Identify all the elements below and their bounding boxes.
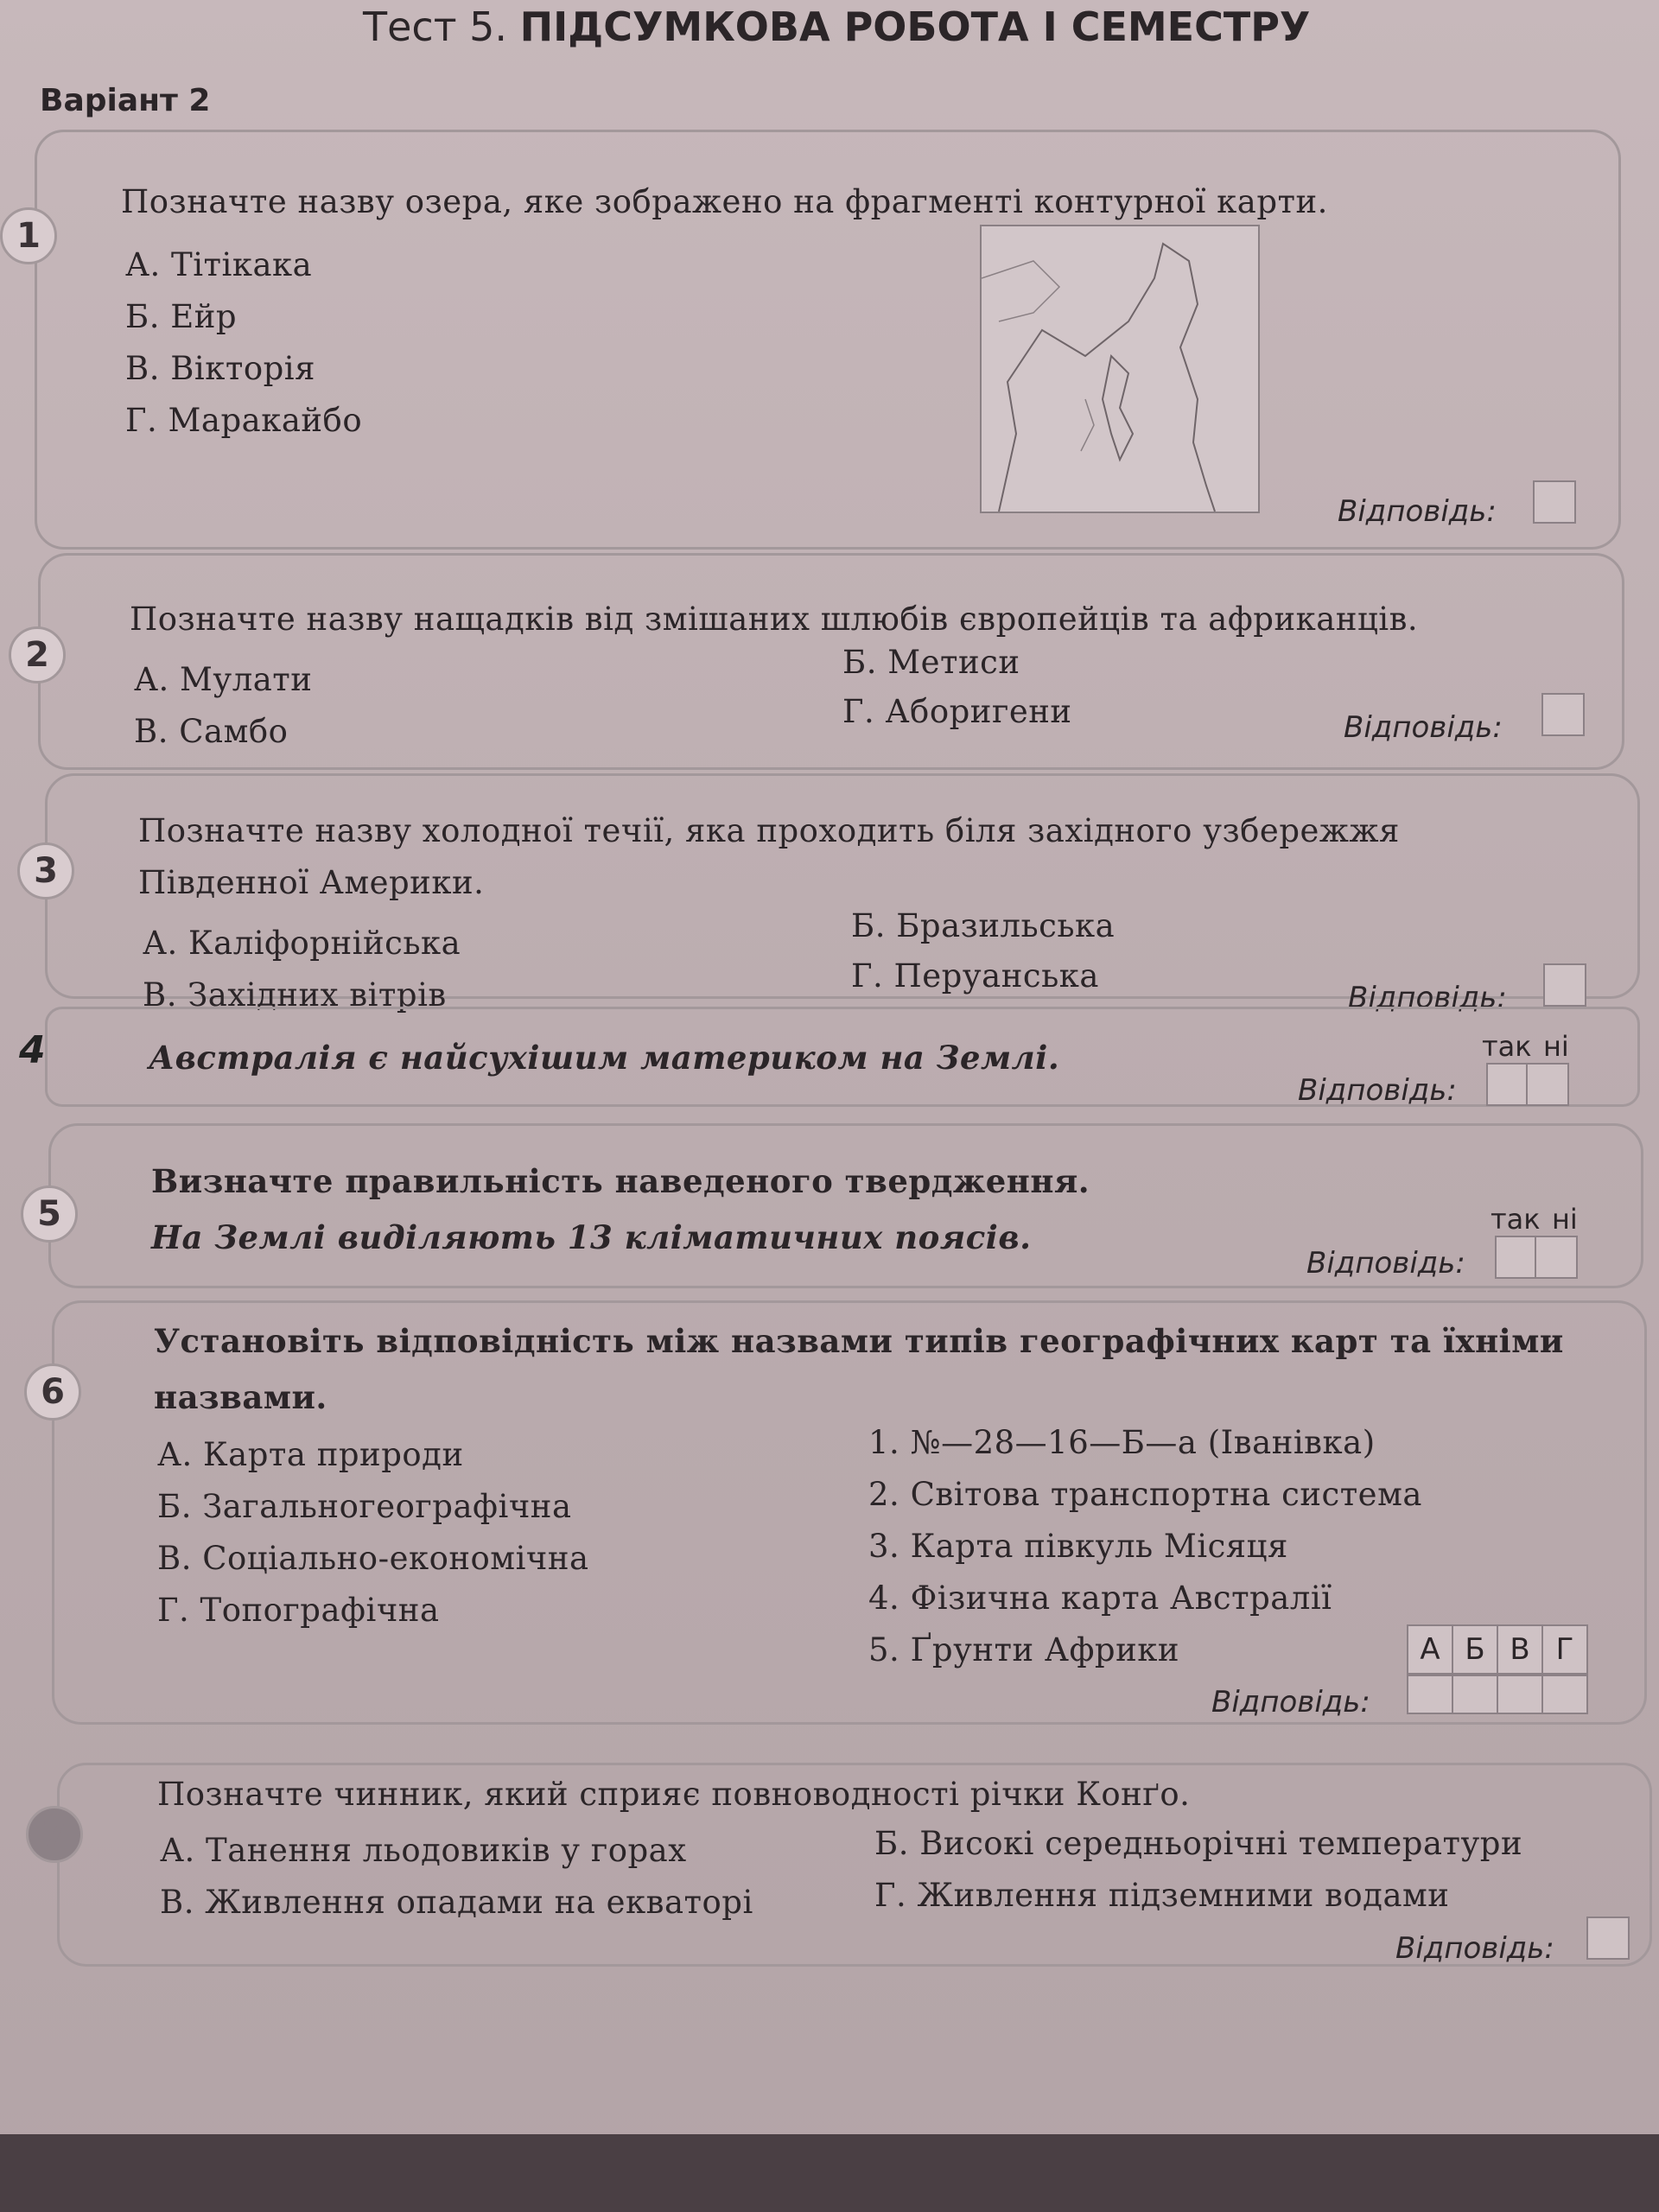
contour-map-fragment [980,225,1260,513]
q6-grid-letter-a: А [1407,1624,1453,1675]
q2-option-b[interactable]: Б. Метиси [842,644,1020,681]
q5-yes-box[interactable] [1495,1236,1538,1279]
q7-option-d[interactable]: Г. Живлення підземними водами [874,1877,1450,1914]
q6-right-1: 1. №—28—16—Б—а (Іванівка) [868,1424,1376,1461]
q2-option-a[interactable]: А. Мулати [134,661,313,698]
q7-answer-box[interactable] [1586,1916,1630,1960]
question-6-text-line2: назвами. [154,1378,327,1416]
q3-answer-box[interactable] [1543,963,1586,1007]
q5-no-box[interactable] [1535,1236,1578,1279]
page-header [363,3,1310,50]
q6-left-d: Г. Топографічна [157,1592,440,1629]
q2-answer-label: Відповідь: [1344,710,1503,745]
q5-yes-label: так [1491,1203,1541,1236]
q7-answer-label: Відповідь: [1395,1931,1554,1966]
q4-no-box[interactable] [1526,1063,1569,1106]
q6-right-4: 4. Фізична карта Австралії [868,1580,1332,1617]
q2-option-d[interactable]: Г. Аборигени [842,693,1072,730]
q6-right-5: 5. Ґрунти Африки [868,1631,1180,1669]
question-7-text: Позначте чинник, який сприяє повноводності річки Конґо. [157,1776,1191,1813]
q6-left-b: Б. Загальногеографічна [157,1488,572,1525]
question-4-statement: Австралія є найсухішим материком на Землі. [149,1039,1060,1077]
q6-grid-letter-d: Г [1541,1624,1588,1675]
q3-option-a[interactable]: А. Каліфорнійська [143,925,461,962]
q3-option-d[interactable]: Г. Перуанська [851,957,1099,995]
q3-option-b[interactable]: Б. Бразильська [851,907,1116,944]
contour-map-drawing [982,226,1258,512]
q3-answer-label: Відповідь: [1348,981,1507,1015]
table-surface-shadow [0,2134,1659,2212]
q4-yes-label: так [1482,1030,1532,1063]
q7-option-c[interactable]: В. Живлення опадами на екваторі [160,1884,753,1921]
question-1-text: Позначте назву озера, яке зображено на фрагменті контурної карти. [121,183,1328,220]
q6-right-3: 3. Карта півкуль Місяця [868,1528,1288,1565]
q6-right-2: 2. Світова транспортна система [868,1476,1422,1513]
q2-answer-box[interactable] [1541,693,1585,736]
q6-left-a: А. Карта природи [157,1436,464,1473]
question-5-text: Визначте правильність наведеного твердження. [151,1162,1090,1200]
q1-option-c[interactable]: В. Вікторія [125,350,315,387]
test-title: ПІДСУМКОВА РОБОТА І СЕМЕСТРУ [519,3,1311,50]
q5-answer-label: Відповідь: [1306,1246,1465,1281]
q1-option-b[interactable]: Б. Ейр [125,298,238,335]
question-5-statement: На Землі виділяють 13 кліматичних поясів. [151,1218,1032,1256]
q6-answer-cell-a[interactable] [1407,1675,1453,1714]
q1-answer-label: Відповідь: [1338,494,1497,529]
q1-option-a[interactable]: А. Тітікака [125,246,313,283]
question-2-number: 2 [9,626,66,683]
question-1-number: 1 [0,207,57,264]
question-3-number: 3 [17,842,74,899]
question-6-text-line1: Установіть відповідність між назвами типів географічних карт та їхніми [154,1322,1564,1360]
q7-option-b[interactable]: Б. Високі середньорічні температури [874,1825,1523,1862]
q1-answer-box[interactable] [1533,480,1576,524]
q6-answer-cell-d[interactable] [1541,1675,1588,1714]
q6-left-c: В. Соціально-економічна [157,1540,589,1577]
q6-grid-letter-c: В [1497,1624,1543,1675]
test-number: Тест 5. [363,3,507,50]
question-4-number-handwritten: 4 [19,1028,46,1072]
q4-yes-box[interactable] [1486,1063,1529,1106]
q5-no-label: ні [1552,1203,1578,1236]
question-2-text: Позначте назву нащадків від змішаних шлюбів європейців та африканців. [130,601,1419,638]
q6-answer-grid-cells [1407,1675,1586,1714]
q6-answer-label: Відповідь: [1211,1685,1370,1719]
q7-option-a[interactable]: А. Танення льодовиків у горах [160,1832,687,1869]
question-5-number: 5 [21,1185,78,1243]
question-3-text-line2: Південної Америки. [138,864,485,901]
question-6-number: 6 [24,1363,81,1421]
q3-option-c[interactable]: В. Західних вітрів [143,976,447,1014]
question-7-number: 7 [26,1806,83,1863]
q6-grid-letter-b: Б [1452,1624,1498,1675]
q1-option-d[interactable]: Г. Маракайбо [125,402,363,439]
q4-answer-label: Відповідь: [1298,1073,1457,1108]
q4-no-label: ні [1543,1030,1569,1063]
question-3-text-line1: Позначте назву холодної течії, яка проходить біля західного узбережжя [138,812,1400,849]
q6-answer-cell-c[interactable] [1497,1675,1543,1714]
variant-label: Варіант 2 [40,83,211,118]
q6-answer-grid-header [1407,1624,1586,1675]
q2-option-c[interactable]: В. Самбо [134,713,289,750]
q6-answer-cell-b[interactable] [1452,1675,1498,1714]
